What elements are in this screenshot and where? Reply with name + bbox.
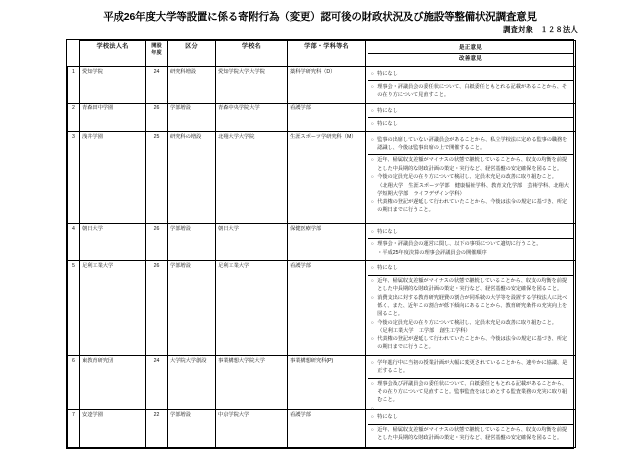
- opinion-item: ○ 今後の定員充足の在り方について検討し、定員未充足の改善に取り組むこと。: [371, 173, 571, 181]
- survey-target-count: 調査対象 １２８法人: [503, 25, 578, 34]
- row-department: 看護学部: [288, 261, 366, 356]
- row-category: 学部増設: [168, 103, 216, 132]
- opinion-item: ○ 代表権の登記が遅延して行われていたことから、今後は法令の規定に基づき、所定の期日までに行うこと。: [371, 335, 571, 351]
- row-category: 研究科の増設: [168, 132, 216, 224]
- row-opinions: [366, 356, 576, 410]
- opinion-item: ○ 特になし: [371, 228, 571, 236]
- row-school: 青森中央学院大学: [216, 103, 288, 132]
- opinion-note: （北翔大学 生涯スポーツ学部 健康福祉学科、教育文化学部 芸術学科、北翔大学短期大学部 ライフデザイン学科）: [377, 182, 569, 197]
- row-number: 6: [68, 356, 80, 410]
- column-header-no: [68, 41, 80, 67]
- row-correction-opinion: [368, 134, 573, 155]
- column-header-year: [146, 41, 168, 67]
- column-header-improvement-opinion: 改善意見: [458, 56, 483, 63]
- row-number: 1: [68, 67, 80, 104]
- title-block: [0, 0, 640, 35]
- table-header: [68, 41, 576, 67]
- row-category: 大学院大学創設: [168, 356, 216, 410]
- column-header-correction-opinion: 是正意見: [368, 43, 573, 55]
- opinion-item: ○ 消費支出に対する教育研究経費の割合が同系統の大学等を設置する学校法人に比べ低く、また、近年この割合が低下傾向にあることから、教育研究条件の充実向上を図ること。: [371, 294, 571, 318]
- opinion-item: ○ 特になし: [371, 70, 571, 78]
- opinion-item: ○ 今後の定員充足の在り方について検討し、定員未充足の改善に取り組むこと。: [371, 319, 571, 327]
- row-improvement-opinion: [368, 155, 573, 216]
- row-correction-opinion: [368, 263, 573, 276]
- row-school: 中京学院大学: [216, 410, 288, 448]
- subtitle-row: [0, 25, 640, 35]
- opinion-subitem: ・平成25年度決算の理事会評議員会の開催順序: [377, 250, 487, 257]
- opinion-item: ○ 近年、帰属収支差額がマイナスの状態で継続していることから、収支の均衡を前提とした中長期的な財政計画の策定・実行など、経営基盤の安定確保を図ること。: [371, 156, 571, 172]
- row-category: 学部増設: [168, 224, 216, 261]
- opinion-item: ○ 代表権の登記が遅延して行われていたことから、今後は法令の規定に基づき、所定の期日までに行うこと。: [371, 198, 571, 214]
- row-number: 7: [68, 410, 80, 448]
- column-header-department: 学部・学科等名: [288, 41, 366, 67]
- row-improvement-opinion: [368, 239, 573, 259]
- opinion-item: ○ 理事会・評議員会の委任状について、白紙委任ともとれる記載があることから、その在り方について見直すこと。: [371, 83, 571, 99]
- row-department: 看護学部: [288, 410, 366, 448]
- survey-results-table: [67, 40, 576, 448]
- row-year: 26: [146, 224, 168, 261]
- row-corporation: 青森田中学園: [80, 103, 146, 132]
- opinion-note: （足利工業大学 工学部 創生工学科）: [377, 328, 471, 335]
- table-body: [68, 67, 576, 448]
- column-header-school: 学校名: [216, 41, 288, 67]
- row-correction-opinion: [368, 412, 573, 425]
- row-opinions: [366, 224, 576, 261]
- row-year: 26: [146, 103, 168, 132]
- row-year: 22: [146, 410, 168, 448]
- column-header-year-line2: 年度: [151, 50, 162, 57]
- row-opinions: [366, 410, 576, 448]
- survey-results-table-wrapper: [66, 39, 574, 449]
- row-number: 5: [68, 261, 80, 356]
- row-school: 事業構想大学院大学: [216, 356, 288, 410]
- opinion-item: ○ 学年進行中に当初の授業計画が大幅に変更されていることから、速やかに協議、是正すること。: [371, 359, 571, 375]
- row-correction-opinion: [368, 105, 573, 118]
- row-year: 24: [146, 67, 168, 104]
- row-opinions: [366, 67, 576, 104]
- row-corporation: 愛知学院: [80, 67, 146, 104]
- row-department: 薬科学研究科（D）: [288, 67, 366, 104]
- table-row: [68, 410, 576, 448]
- row-number: 4: [68, 224, 80, 261]
- row-number: 3: [68, 132, 80, 224]
- row-department: 保健医療学部: [288, 224, 366, 261]
- row-improvement-opinion: [368, 81, 573, 101]
- column-header-opinions: [366, 41, 576, 67]
- opinion-item: ○ 近年、帰属収支差額がマイナスの状態で継続していることから、収支の均衡を前提とした中長期的な財政計画の策定・実行など、経営基盤の安定確保を図ること。: [371, 277, 571, 293]
- row-improvement-opinion: [368, 425, 573, 445]
- row-year: 25: [146, 132, 168, 224]
- row-correction-opinion: [368, 69, 573, 82]
- opinion-item: ○ 特になし: [371, 264, 571, 272]
- table-row: [68, 356, 576, 410]
- table-row: [68, 103, 576, 132]
- row-school: 愛知学院大学大学院: [216, 67, 288, 104]
- row-department: 生涯スポーツ学研究科（M）: [288, 132, 366, 224]
- page-title: 平成26年度大学等設置に係る寄附行為（変更）認可後の財政状況及び施設等整備状況調査意見: [103, 11, 537, 23]
- table-row: [68, 67, 576, 104]
- row-corporation: 朝日大学: [80, 224, 146, 261]
- opinion-item: ○ 特になし: [371, 120, 571, 128]
- row-improvement-opinion: [368, 276, 573, 354]
- row-corporation: 足利工業大学: [80, 261, 146, 356]
- table-row: [68, 132, 576, 224]
- row-category: 学部増設: [168, 261, 216, 356]
- row-department: 事業構想研究科(P): [288, 356, 366, 410]
- opinion-item: ○ 理事会及び評議員会の委任状について、白紙委任ともとれる記載があることから、その在り方について見直すこと。監事監査をはじめとする監査業務の充実に取り組むこと。: [371, 380, 571, 404]
- table-header-row: [68, 41, 576, 67]
- row-corporation: 浅井学園: [80, 132, 146, 224]
- row-improvement-opinion: [368, 379, 573, 407]
- opinion-item: ○ 理事会・評議員会の運営に関し、以下の事項について適切に行うこと。: [371, 240, 571, 248]
- column-header-category: 区分: [168, 41, 216, 67]
- table-row: [68, 261, 576, 356]
- opinion-item: ○ 特になし: [371, 413, 571, 421]
- row-school: 足利工業大学: [216, 261, 288, 356]
- row-year: 24: [146, 356, 168, 410]
- row-opinions: [366, 132, 576, 224]
- row-opinions: [366, 261, 576, 356]
- row-number: 2: [68, 103, 80, 132]
- table-row: [68, 224, 576, 261]
- row-department: 看護学部: [288, 103, 366, 132]
- row-correction-opinion: [368, 226, 573, 239]
- row-category: 研究科増設: [168, 67, 216, 104]
- column-header-year-line1: 開設: [151, 42, 162, 49]
- column-header-corporation: 学校法人名: [80, 41, 146, 67]
- row-category: 学部増設: [168, 410, 216, 448]
- row-school: 朝日大学: [216, 224, 288, 261]
- row-year: 26: [146, 261, 168, 356]
- row-school: 北翔大学大学院: [216, 132, 288, 224]
- row-improvement-opinion: [368, 118, 573, 130]
- row-opinions: [366, 103, 576, 132]
- opinion-item: ○ 特になし: [371, 107, 571, 115]
- opinion-item: ○ 監事の出席していない評議員会があることから、私立学校法に定める監事の職務を認識し、今後は監事出席の上で開催すること。: [371, 136, 571, 152]
- row-corporation: 安達学園: [80, 410, 146, 448]
- row-correction-opinion: [368, 358, 573, 379]
- row-corporation: 東教育研究団: [80, 356, 146, 410]
- opinion-item: ○ 近年、帰属収支差額がマイナスの状態で継続していることから、収支の均衡を前提とした中長期的な財政計画の策定・実行など、経営基盤の安定確保を図ること。: [371, 426, 571, 442]
